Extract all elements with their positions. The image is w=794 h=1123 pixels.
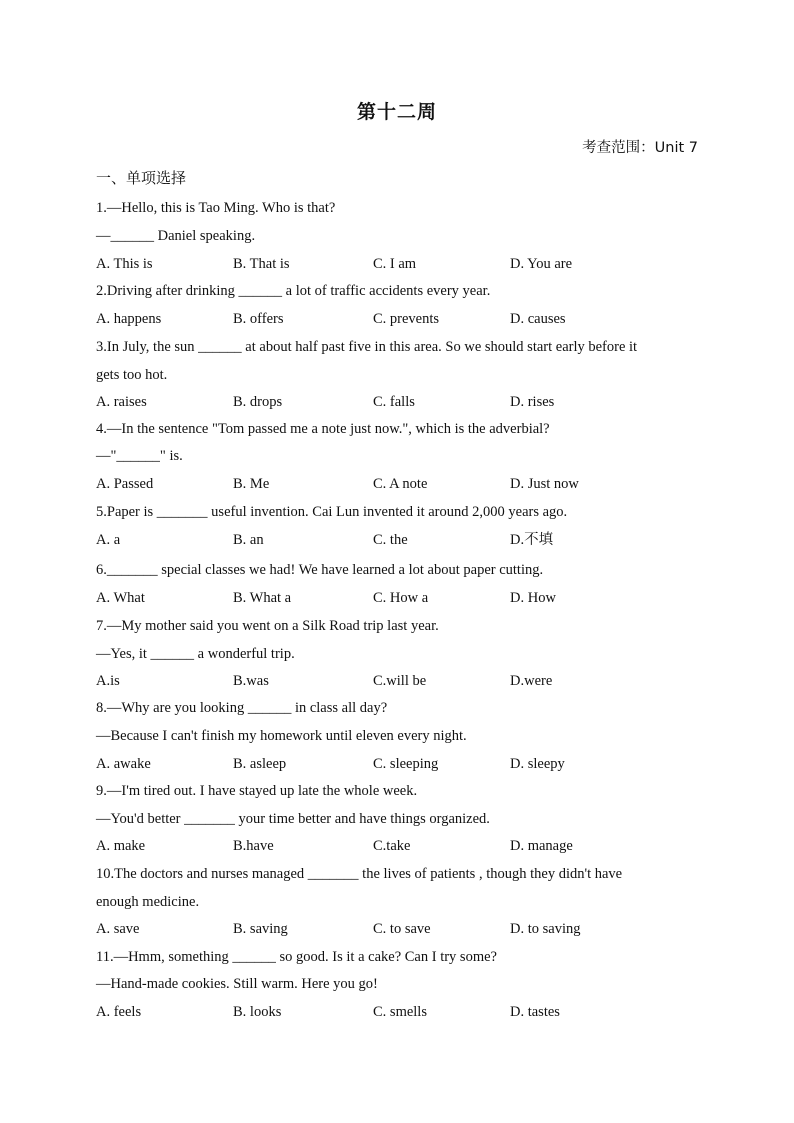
option-a: A. What	[96, 590, 145, 606]
option-d: D.不填	[510, 532, 554, 548]
option-a: A. save	[96, 921, 140, 937]
option-b: B. That is	[233, 256, 290, 272]
option-b: B. What a	[233, 590, 292, 606]
option-c: C. prevents	[373, 311, 440, 327]
option-a: A. Passed	[96, 476, 154, 492]
question-line: —______ Daniel speaking.	[96, 228, 256, 244]
option-d: D. Just now	[510, 476, 579, 492]
question-stem: 6._______ special classes we had! We have learned a lot about paper cutting.	[96, 562, 544, 578]
option-b: B. an	[233, 532, 264, 548]
page-title: 第十二周	[356, 101, 437, 123]
question-stem: 11.—Hmm, something ______ so good. Is it a cake? Can I try some?	[96, 949, 497, 965]
question-stem: 8.—Why are you looking ______ in class all day?	[96, 700, 388, 716]
option-d: D. causes	[510, 311, 566, 327]
question-line: —Yes, it ______ a wonderful trip.	[96, 646, 295, 662]
option-b: B. saving	[233, 921, 288, 937]
option-c: C.take	[373, 838, 411, 854]
option-b: B. drops	[233, 394, 283, 410]
option-d: D.were	[510, 673, 553, 689]
question-stem: 3.In July, the sun ______ at about half past five in this area. So we should start early before it	[96, 339, 638, 355]
question-line: —Because I can't finish my homework until eleven every night.	[96, 728, 467, 744]
option-d: D. sleepy	[510, 756, 565, 772]
option-c: C. to save	[373, 921, 431, 937]
option-a: A. This is	[96, 256, 153, 272]
question-stem: 9.—I'm tired out. I have stayed up late the whole week.	[96, 783, 418, 799]
option-b: B. asleep	[233, 756, 287, 772]
question-line: gets too hot.	[96, 367, 168, 383]
question-line: —"______" is.	[96, 448, 183, 464]
question-stem: 2.Driving after drinking ______ a lot of traffic accidents every year.	[96, 283, 491, 299]
option-d: D. manage	[510, 838, 573, 854]
question-line: enough medicine.	[96, 894, 200, 910]
option-a: A. a	[96, 532, 121, 548]
question-line: —Hand-made cookies. Still warm. Here you go!	[96, 976, 378, 992]
question-stem: 10.The doctors and nurses managed _______ the lives of patients , though they didn't have	[96, 866, 623, 882]
question-stem: 4.—In the sentence "Tom passed me a note just now.", which is the adverbial?	[96, 421, 550, 437]
option-c: C. smells	[373, 1004, 427, 1020]
option-c: C. falls	[373, 394, 415, 410]
option-c: C. How a	[373, 590, 429, 606]
option-b: B. offers	[233, 311, 284, 327]
option-b: B. Me	[233, 476, 270, 492]
option-d: D. You are	[510, 256, 573, 272]
option-b: B.was	[233, 673, 269, 689]
option-c: C. I am	[373, 256, 417, 272]
question-line: —You'd better _______ your time better and have things organized.	[96, 811, 490, 827]
option-d: D. How	[510, 590, 556, 606]
option-d: D. to saving	[510, 921, 581, 937]
option-c: C. the	[373, 532, 408, 548]
option-a: A.is	[96, 673, 120, 689]
question-stem: 7.—My mother said you went on a Silk Road trip last year.	[96, 618, 439, 634]
option-b: B.have	[233, 838, 274, 854]
option-c: C.will be	[373, 673, 427, 689]
option-c: C. sleeping	[373, 756, 439, 772]
option-d: D. tastes	[510, 1004, 560, 1020]
option-a: A. happens	[96, 311, 162, 327]
section-heading: 一、单项选择	[96, 169, 187, 187]
option-d: D. rises	[510, 394, 555, 410]
option-a: A. feels	[96, 1004, 142, 1020]
question-stem: 5.Paper is _______ useful invention. Cai Lun invented it around 2,000 years ago.	[96, 504, 568, 520]
option-a: A. awake	[96, 756, 151, 772]
exam-scope: 考查范围：Unit 7	[582, 140, 698, 156]
option-a: A. raises	[96, 394, 147, 410]
option-c: C. A note	[373, 476, 428, 492]
question-stem: 1.—Hello, this is Tao Ming. Who is that?	[96, 200, 336, 216]
option-a: A. make	[96, 838, 146, 854]
option-b: B. looks	[233, 1004, 282, 1020]
